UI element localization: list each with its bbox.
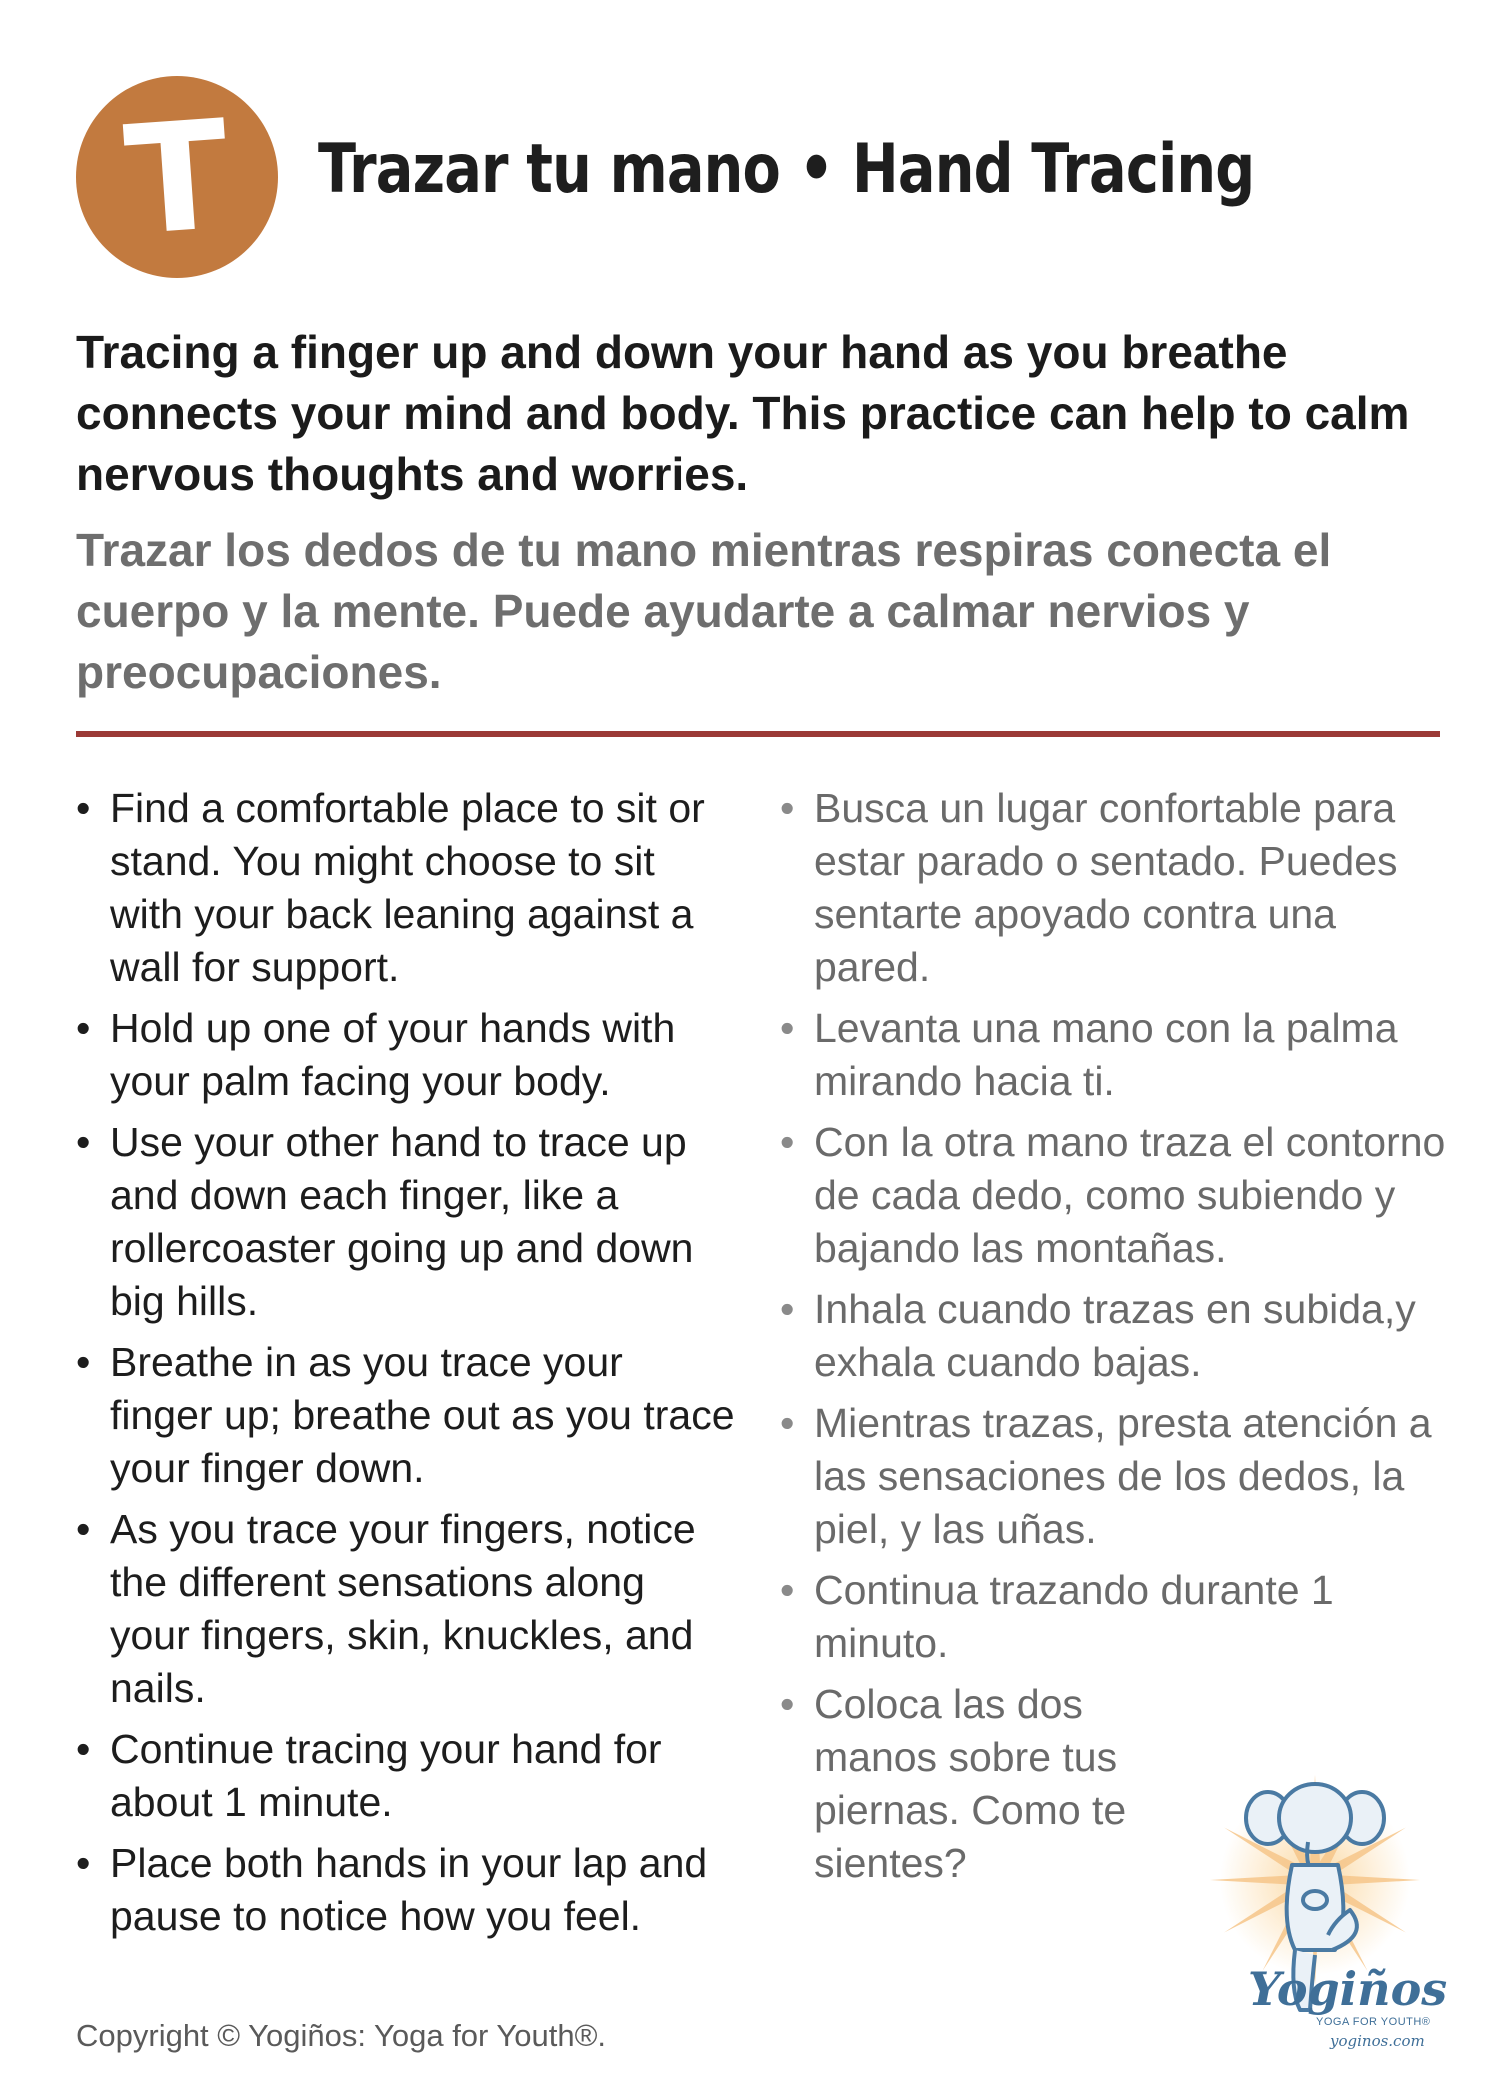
step-text: Place both hands in your lap and pause to notice how you feel. <box>110 1840 708 1939</box>
badge-letter: T <box>119 88 235 270</box>
list-item <box>780 1116 1460 1275</box>
logo-url: yoginos.com <box>1330 2032 1425 2050</box>
list-item <box>76 1837 736 1943</box>
bullet-icon: • <box>76 785 91 831</box>
copyright-footer: Copyright © Yogiños: Yoga for Youth®. <box>76 2018 607 2053</box>
step-text: Busca un lugar confortable para estar parado o sentado. Puedes sentarte apoyado contra una pared. <box>814 785 1398 990</box>
intro-english: Tracing a finger up and down your hand as you breathe connects your mind and body. This practice can help to calm nervous thoughts and worries. <box>76 326 1410 500</box>
bullet-icon: • <box>76 1726 91 1772</box>
step-text: As you trace your fingers, notice the different sensations along your fingers, skin, knuckles, and nails. <box>110 1506 696 1711</box>
bullet-icon: • <box>76 1005 91 1051</box>
step-text: Levanta una mano con la palma mirando hacia ti. <box>814 1005 1398 1104</box>
step-text: Breathe in as you trace your finger up; breathe out as you trace your finger down. <box>110 1339 735 1491</box>
bullet-icon: • <box>76 1840 91 1886</box>
section-divider <box>76 731 1440 737</box>
steps-spanish-list <box>780 782 1460 1898</box>
list-item <box>780 1678 1174 1890</box>
bullet-icon: • <box>780 1681 795 1727</box>
step-text: Coloca las dos manos sobre tus piernas. Como te sientes? <box>814 1681 1127 1886</box>
step-text: Mientras trazas, presta atención a las sensaciones de los dedos, la piel, y las uñas. <box>814 1400 1432 1552</box>
list-item <box>76 1723 736 1829</box>
list-item <box>76 1116 736 1328</box>
bullet-icon: • <box>76 1119 91 1165</box>
logo-tagline: YOGA FOR YOUTH® <box>1316 2016 1431 2028</box>
intro-spanish: Trazar los dedos de tu mano mientras respiras conecta el cuerpo y la mente. Puede ayudarte a calmar nervios y preocupaciones. <box>76 524 1332 698</box>
step-text: Inhala cuando trazas en subida,y exhala cuando bajas. <box>814 1286 1416 1385</box>
bullet-icon: • <box>76 1339 91 1385</box>
bullet-icon: • <box>780 1005 795 1051</box>
list-item <box>76 782 736 994</box>
step-text: Hold up one of your hands with your palm facing your body. <box>110 1005 676 1104</box>
page-title: Trazar tu mano • Hand Tracing <box>318 130 1255 209</box>
bullet-icon: • <box>780 1567 795 1613</box>
steps-english-list <box>76 782 736 1951</box>
bullet-icon: • <box>780 785 795 831</box>
list-item <box>780 782 1460 994</box>
bullet-icon: • <box>76 1506 91 1552</box>
bullet-icon: • <box>780 1400 795 1446</box>
step-text: Find a comfortable place to sit or stand. You might choose to sit with your back leaning against a wall for support. <box>110 785 705 990</box>
list-item <box>780 1564 1460 1670</box>
step-text: Con la otra mano traza el contorno de cada dedo, como subiendo y bajando las montañas. <box>814 1119 1446 1271</box>
step-text: Continua trazando durante 1 minuto. <box>814 1567 1334 1666</box>
list-item <box>780 1283 1460 1389</box>
logo-wordmark: Yogiños <box>1248 1962 1448 2016</box>
bullet-icon: • <box>780 1119 795 1165</box>
list-item <box>76 1002 736 1108</box>
title-badge <box>76 76 278 278</box>
list-item <box>76 1503 736 1715</box>
step-text: Continue tracing your hand for about 1 minute. <box>110 1726 662 1825</box>
step-text: Use your other hand to trace up and down each finger, like a rollercoaster going up and down big hills. <box>110 1119 694 1324</box>
list-item <box>76 1336 736 1495</box>
list-item <box>780 1002 1460 1108</box>
list-item <box>780 1397 1460 1556</box>
bullet-icon: • <box>780 1286 795 1332</box>
